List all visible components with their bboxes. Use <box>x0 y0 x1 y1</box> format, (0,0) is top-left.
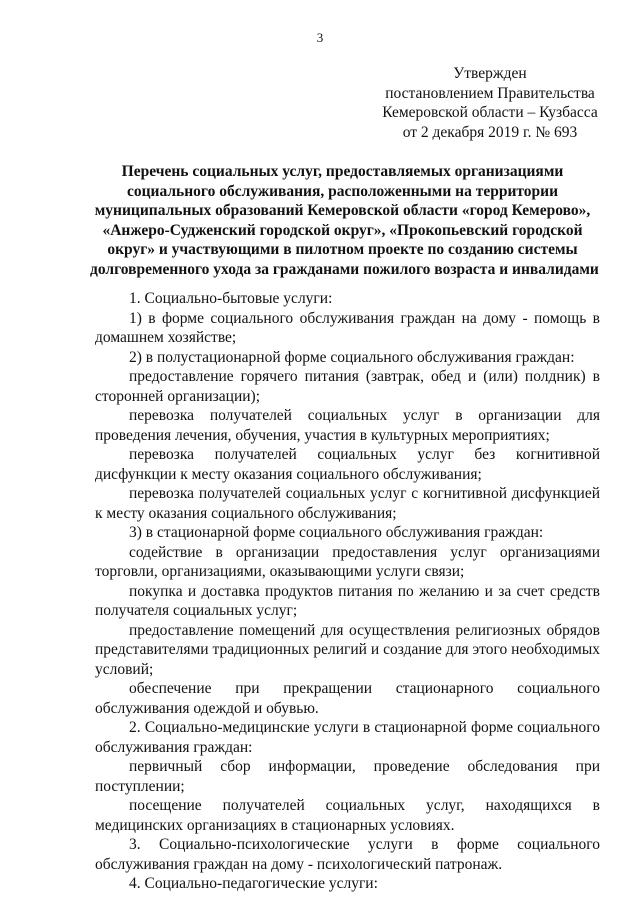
title-line: социального обслуживания, расположенными на территории <box>126 182 559 200</box>
approval-line: от 2 декабря 2019 г. № 693 <box>402 123 578 141</box>
title-line: «Анжеро-Судженский городской округ», «Прокопьевский городской <box>102 221 583 239</box>
paragraph: 4. Социально-педагогические услуги: <box>129 875 378 892</box>
document-body <box>95 289 600 894</box>
paragraph: перевозка получателей социальных услуг в организации для проведения лечения, обучения, участия в культурных мероприятиях; <box>95 407 600 444</box>
paragraph: предоставление горячего питания (завтрак, обед и (или) полдник) в сторонней организации); <box>95 368 600 405</box>
title-line: муниципальных образований Кемеровской области «город Кемерово», <box>94 202 591 219</box>
approval-line: Утвержден <box>453 65 527 82</box>
paragraph: 2) в полустационарной форме социального обслуживания граждан: <box>129 348 575 366</box>
title-line: долговременного ухода за гражданами пожилого возраста и инвалидами <box>90 260 599 278</box>
paragraph: 1. Социально-бытовые услуги: <box>129 290 333 307</box>
title-line: Перечень социальных услуг, предоставляемых организациями <box>121 163 564 180</box>
paragraph: 3. Социально-психологические услуги в форме социального обслуживания граждан на дому - психологический патронаж. <box>95 836 600 873</box>
title-line: округ» и участвующими в пилотном проекте по созданию системы <box>107 241 578 258</box>
paragraph: 3) в стационарной форме социального обслуживания граждан: <box>129 524 544 541</box>
paragraph: обеспечение при прекращении стационарного социального обслуживания одеждой и обувью. <box>95 680 600 717</box>
paragraph: посещение получателей социальных услуг, находящихся в медицинских организациях в стационарных условиях. <box>95 797 600 834</box>
page-number: 3 <box>316 30 324 45</box>
approval-block <box>380 64 600 142</box>
paragraph: покупка и доставка продуктов питания по желанию и за счет средств получателя социальных услуг; <box>95 582 600 619</box>
paragraph: перевозка получателей социальных услуг с когнитивной дисфункцией к месту оказания социального обслуживания; <box>95 485 600 522</box>
paragraph: 2. Социально-медицинские услуги в стационарной форме социального обслуживания граждан: <box>95 719 600 756</box>
paragraph: 1) в форме социального обслуживания граждан на дому - помощь в домашнем хозяйстве; <box>95 309 600 346</box>
paragraph: содействие в организации предоставления услуг организациями торговли, организациями, оказывающими услуги связи; <box>95 543 600 580</box>
paragraph: предоставление помещений для осуществления религиозных обрядов представителями традиционных религий и создание для этого необходимых условий; <box>95 621 600 678</box>
paragraph: перевозка получателей социальных услуг без когнитивной дисфункции к месту оказания социального обслуживания; <box>95 446 600 483</box>
approval-line: Кемеровской области – Кузбасса <box>382 104 598 121</box>
paragraph: первичный сбор информации, проведение обследования при поступлении; <box>95 758 600 795</box>
document-title <box>90 162 599 279</box>
approval-line: постановлением Правительства <box>385 84 595 102</box>
